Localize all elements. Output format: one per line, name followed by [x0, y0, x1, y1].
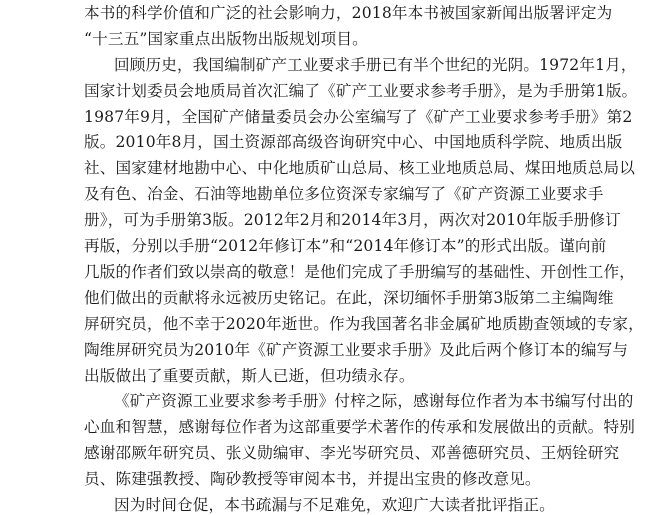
text-line: “十三五”国家重点出版物出版规划项目。	[84, 30, 368, 48]
text-line: 版。2010年8月，国土资源部高级咨询研究中心、中国地质科学院、地质出版	[84, 133, 623, 151]
paragraph-first-line: 《矿产资源工业要求参考手册》付梓之际，感谢每位作者为本书编写付出的	[114, 392, 634, 410]
text-line: 屏研究员，他不幸于2020年逝世。作为我国著名非金属矿地质勘查领域的专家，	[84, 315, 644, 333]
text-line: 册》，可为手册第3版。2012年2月和2014年3月，两次对2010年版手册修订	[84, 211, 621, 229]
text-line: 员、陈建强教授、陶砂教授等审阅本书，并提出宝贵的修改意见。	[84, 470, 541, 488]
text-line: 心血和智慧，感谢每位作者为这部重要学术著作的传承和发展做出的贡献。特别	[84, 418, 636, 436]
text-line: 社、国家建材地勘中心、中化地质矿山总局、核工业地质总局、煤田地质总局以	[84, 159, 636, 177]
text-line: 及有色、冶金、石油等地勘单位多位资深专家编写了《矿产资源工业要求手	[84, 185, 604, 203]
text-line: 他们做出的贡献将永远被历史铭记。在此，深切缅怀手册第3版第二主编陶维	[84, 289, 614, 307]
paragraph-first-line: 回顾历史，我国编制矿产工业要求手册已有半个世纪的光阴。1972年1月，	[114, 56, 637, 74]
text-line: 本书的科学价值和广泛的社会影响力，2018年本书被国家新闻出版署评定为	[84, 4, 613, 22]
text-line: 再版，分别以手册“2012年修订本”和“2014年修订本”的形式出版。谨向前	[84, 237, 607, 255]
text-line: 出版做出了重要贡献，斯人已逝，但功绩永存。	[84, 367, 415, 385]
text-line: 感谢邵厥年研究员、张义勋编审、李光岑研究员、邓善德研究员、王炳铨研究	[84, 444, 620, 462]
paragraph-first-line: 因为时间仓促，本书疏漏与不足难免，欢迎广大读者批评指正。	[114, 496, 555, 514]
text-line: 几版的作者们致以崇高的敬意！是他们完成了手册编写的基础性、开创性工作，	[84, 263, 636, 281]
text-line: 陶维屏研究员为2010年《矿产资源工业要求手册》及此后两个修订本的编写与	[84, 341, 629, 359]
text-line: 国家计划委员会地质局首次汇编了《矿产工业要求参考手册》，是为手册第1版。	[84, 82, 638, 100]
text-line: 1987年9月，全国矿产储量委员会办公室编写了《矿产工业要求参考手册》第2	[84, 108, 633, 126]
